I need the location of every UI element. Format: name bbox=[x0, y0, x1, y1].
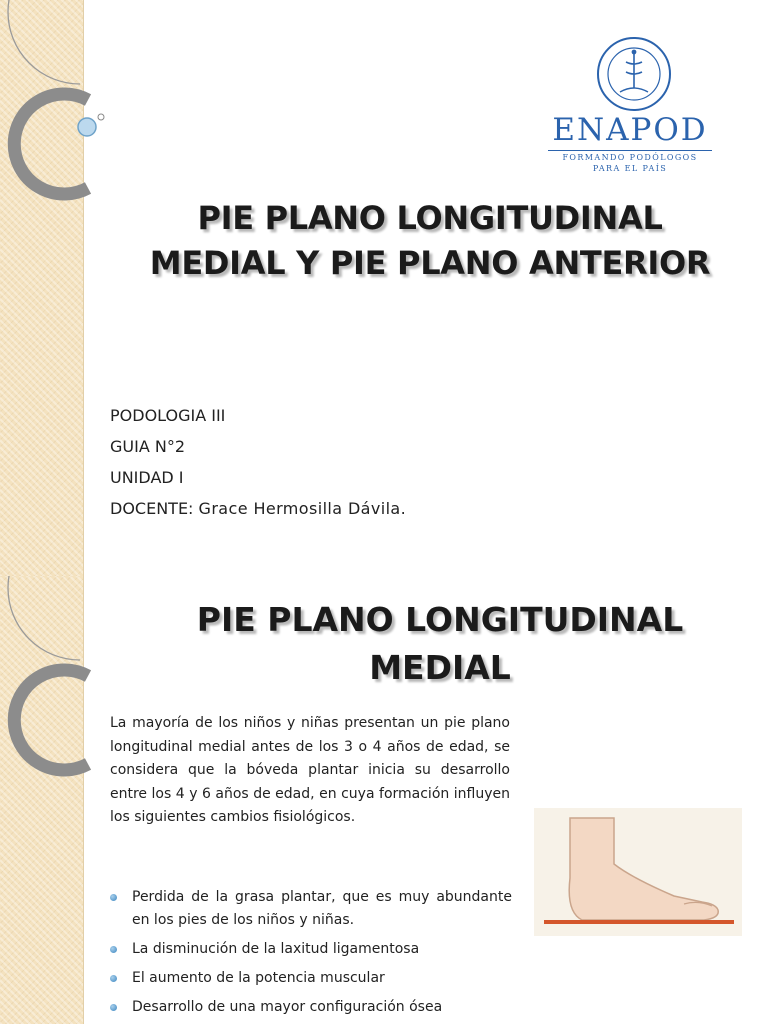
bullet-item bbox=[110, 967, 512, 990]
thick-ring bbox=[14, 94, 88, 194]
slide2-title-line-2: MEDIAL bbox=[369, 648, 511, 687]
blue-bead bbox=[78, 118, 96, 136]
seal-icon bbox=[596, 36, 672, 112]
slide1-title bbox=[110, 196, 750, 286]
bullet-dot-icon bbox=[110, 946, 117, 953]
small-bead bbox=[98, 114, 104, 120]
enapod-logo bbox=[540, 36, 720, 176]
bullet-item bbox=[110, 886, 512, 932]
thick-ring bbox=[14, 670, 88, 770]
bullet-dot-icon bbox=[110, 975, 117, 982]
intro-paragraph: La mayoría de los niños y niñas presentan un pie plano longitudinal medial antes de los 3 o 4 años de edad, se considera que la bóveda plantar inicia su desarrollo entre los 4 y 6 años de edad, en cuya formación influyen los siguientes cambios fisiológicos. bbox=[110, 715, 510, 825]
bullet-dot-icon bbox=[110, 894, 117, 901]
slide2-title-line-1: PIE PLANO LONGITUDINAL bbox=[196, 600, 684, 639]
bullet-text: Desarrollo de una mayor configuración ósea bbox=[132, 999, 443, 1015]
guide-number: GUIA N°2 bbox=[110, 437, 186, 456]
logo-tagline-1: FORMANDO PODÓLOGOS bbox=[562, 153, 698, 162]
floor-line bbox=[544, 920, 734, 924]
teacher-line bbox=[110, 493, 406, 524]
bullet-text: La disminución de la laxitud ligamentosa bbox=[132, 941, 420, 957]
slide-content bbox=[0, 576, 768, 1024]
course-name: PODOLOGIA III bbox=[110, 406, 226, 425]
bullet-item bbox=[110, 938, 512, 961]
bullet-dot-icon bbox=[110, 1004, 117, 1011]
thin-arc bbox=[8, 576, 80, 660]
logo-rule bbox=[548, 150, 712, 151]
logo-wordmark: ENAPOD bbox=[552, 112, 708, 148]
slide2-title bbox=[150, 596, 730, 692]
bullet-text: El aumento de la potencia muscular bbox=[132, 970, 385, 986]
course-info bbox=[110, 400, 406, 524]
slide1-title-line-2: MEDIAL Y PIE PLANO ANTERIOR bbox=[149, 244, 711, 282]
bullet-text: Perdida de la grasa plantar, que es muy abundante en los pies de los niños y niñas. bbox=[132, 889, 512, 928]
slide1-title-line-1: PIE PLANO LONGITUDINAL bbox=[197, 199, 663, 237]
teacher-name: Grace Hermosilla Dávila. bbox=[198, 499, 407, 518]
flat-foot-illustration bbox=[534, 808, 742, 936]
thin-arc bbox=[8, 0, 80, 84]
bullet-item bbox=[110, 996, 512, 1019]
logo-tagline-2: PARA EL PAÍS bbox=[592, 164, 668, 173]
teacher-label: DOCENTE: bbox=[110, 499, 194, 518]
bullet-list bbox=[110, 886, 512, 1024]
unit-name: UNIDAD I bbox=[110, 468, 184, 487]
